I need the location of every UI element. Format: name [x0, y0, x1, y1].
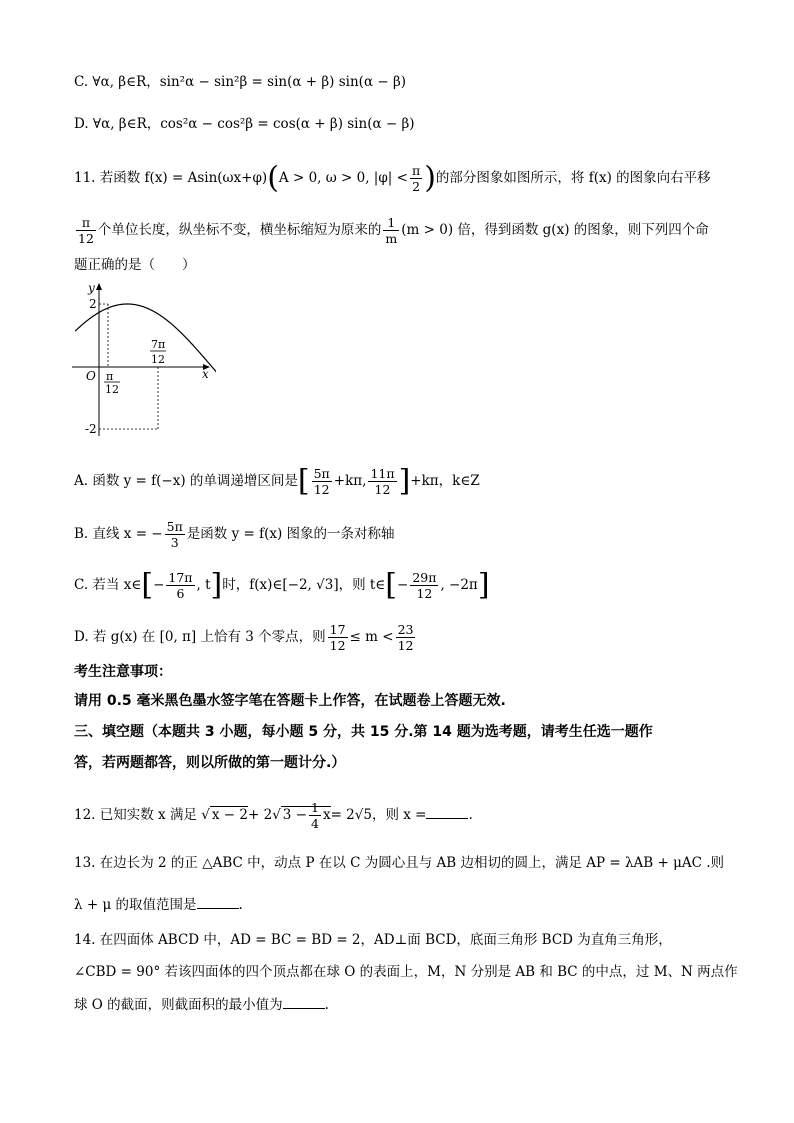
y-max-label: 2 — [89, 297, 97, 311]
q12-rad2a: 3 − — [282, 807, 307, 823]
y-min-label: -2 — [85, 422, 97, 436]
frac-den: 12 — [78, 231, 94, 246]
tick2-den: 12 — [151, 353, 165, 366]
q11-line2 — [74, 215, 709, 246]
notice-title: 考生注意事项： — [74, 664, 172, 680]
q14-line3: 球 O 的截面，则截面积的最小值为 . — [74, 994, 329, 1015]
frac-num: π — [76, 215, 96, 231]
q13-line1: 13. 在边长为 2 的正 △ABC 中，动点 P 在以 C 为圆心且与 AB 边相切的圆上，满足 AP = λAB + μAC .则 — [74, 855, 725, 871]
x-label: x — [202, 367, 209, 381]
origin-label: O — [86, 369, 96, 383]
option-11b-pre: B. 直线 x = − — [74, 526, 163, 542]
frac-num: 5π — [313, 466, 330, 481]
notice-text: 请用 0.5 毫米黑色墨水签字笔在答题卡上作答，在试题卷上答题无效. — [74, 693, 506, 709]
frac-num: 1 — [383, 215, 399, 231]
bracket-open: [ — [141, 567, 154, 603]
option-10d: D. ∀α, β∈R，cos²α − cos²β = cos(α + β) sin(α − β) — [74, 116, 415, 132]
tick1-den: 12 — [105, 383, 119, 396]
frac — [368, 466, 396, 497]
option-11c-mid2: 时，f(x)∈[−2, √3]，则 t∈ — [222, 577, 386, 593]
y-label: y — [88, 281, 95, 295]
q14-line2: ∠CBD = 90° 若该四面体的四个顶点都在球 O 的表面上，M，N 分别是 AB 和 BC 的中点，过 M、N 两点作 — [74, 964, 738, 980]
option-11c-post: , −2π — [440, 577, 478, 593]
frac-den: m — [385, 231, 398, 246]
function-graph — [66, 278, 216, 438]
frac-num: 23 — [397, 622, 414, 637]
frac — [312, 466, 332, 497]
option-11c: C. 若当 x∈[− $\frac{17\pi}{6}$ , t]时，f(x)∈[−2, √3]，则 t∈[− $\frac{29\pi}{12}$ , −2π] — [74, 567, 490, 603]
frac-num: 17π — [168, 570, 193, 585]
frac-den: 12 — [329, 638, 346, 653]
q14-line3-text: 球 O 的截面，则截面积的最小值为 — [74, 997, 283, 1013]
q12-pre: 12. 已知实数 x 满足 — [74, 807, 197, 823]
option-11a-mid: +kπ, — [333, 473, 367, 489]
y-axis-arrow — [96, 283, 102, 290]
frac-num: π — [411, 163, 421, 178]
option-11a-pre: A. 函数 y = f(−x) 的单调递增区间是 — [74, 473, 298, 489]
frac-den: 6 — [176, 586, 185, 601]
frac-den: 2 — [412, 179, 421, 194]
bracket-close: ] — [477, 567, 490, 603]
q11-line1-b: 的部分图象如图所示，将 f(x) 的图象向右平移 — [435, 170, 711, 186]
frac-num: 1 — [311, 800, 319, 815]
q11-line1-a: 11. 若函数 f(x) = Asin(ωx+φ) — [74, 170, 268, 186]
q12: 12. 已知实数 x 满足 √ x − 2+ 2√ 3 − $\frac{1}{4}$ x= 2√5，则 x = . — [74, 800, 473, 831]
option-11a — [74, 463, 480, 499]
q13-line2-text: λ + μ 的取值范围是 — [74, 897, 197, 913]
frac-den: 12 — [397, 638, 414, 653]
bracket-open: [ — [385, 567, 398, 603]
answer-blank — [197, 894, 239, 909]
frac-den: 3 — [170, 535, 179, 550]
q11-line1 — [74, 160, 711, 196]
option-11b-post: 是函数 y = f(x) 图象的一条对称轴 — [186, 526, 395, 542]
section-3-line1: 三、填空题（本题共 3 小题，每小题 5 分，共 15 分.第 14 题为选考题，请考生任选一题作 — [74, 724, 653, 740]
option-11a-post: +kπ，k∈Z — [410, 473, 480, 489]
bracket-close: ] — [210, 567, 223, 603]
q11-cond-frac — [410, 163, 422, 194]
q12-mid: + 2 — [247, 807, 273, 823]
frac-den: 12 — [313, 482, 330, 497]
tick1-num: π — [106, 370, 114, 383]
option-11d-mid: ≤ m < — [349, 629, 394, 645]
option-11b — [74, 519, 395, 550]
section-3-line2: 答，若两题都答，则以所做的第一题计分.） — [74, 755, 346, 771]
frac — [166, 570, 194, 601]
q11-line3: 题正确的是（ ） — [74, 257, 196, 273]
frac — [328, 622, 348, 653]
option-11d-pre: D. 若 g(x) 在 [0, π] 上恰有 3 个零点，则 — [74, 629, 326, 645]
option-11c-mid: , t — [196, 577, 211, 593]
q12-rad2b: x — [322, 807, 331, 823]
frac-den: 12 — [374, 482, 391, 497]
tick2-num: 7π — [151, 338, 166, 351]
answer-blank — [283, 994, 325, 1009]
sine-curve — [75, 304, 216, 376]
q11-line2-b: (m > 0) 倍，得到函数 g(x) 的图象，则下列四个命 — [401, 222, 709, 238]
frac-num: 29π — [412, 570, 437, 585]
q12-radical-2 — [281, 800, 331, 831]
q14-line1: 14. 在四面体 ABCD 中，AD = BC = BD = 2，AD⊥面 BCD，底面三角形 BCD 为直角三角形， — [74, 932, 672, 948]
q12-post: = 2√5，则 x = — [330, 807, 427, 823]
paren-open: ( — [267, 160, 279, 196]
q13-line2: λ + μ 的取值范围是 . — [74, 894, 243, 915]
paren-close: ) — [424, 160, 436, 196]
option-10c: C. ∀α, β∈R，sin²α − sin²β = sin(α + β) sin(α − β) — [74, 74, 407, 90]
frac-den: 4 — [311, 816, 319, 831]
answer-blank — [426, 804, 468, 819]
frac — [410, 570, 438, 601]
frac — [165, 519, 185, 550]
frac — [309, 800, 321, 831]
q12-radical-1: x − 2 — [211, 807, 248, 823]
frac-num: 17 — [329, 622, 346, 637]
q11-scale-frac — [383, 215, 399, 246]
option-11c-pre: C. 若当 x∈ — [74, 577, 142, 593]
frac-num: 11π — [370, 466, 395, 481]
frac — [396, 622, 416, 653]
q11-cond: A > 0, ω > 0, |φ| < — [278, 170, 408, 186]
frac-den: 12 — [416, 586, 433, 601]
q11-line2-a: 个单位长度，纵坐标不变，横坐标缩短为原来的 — [97, 222, 382, 238]
option-11d — [74, 622, 417, 653]
bracket-close: ] — [398, 463, 411, 499]
q11-shift-frac — [76, 215, 96, 246]
frac-num: 5π — [166, 519, 183, 534]
bracket-open: [ — [297, 463, 310, 499]
